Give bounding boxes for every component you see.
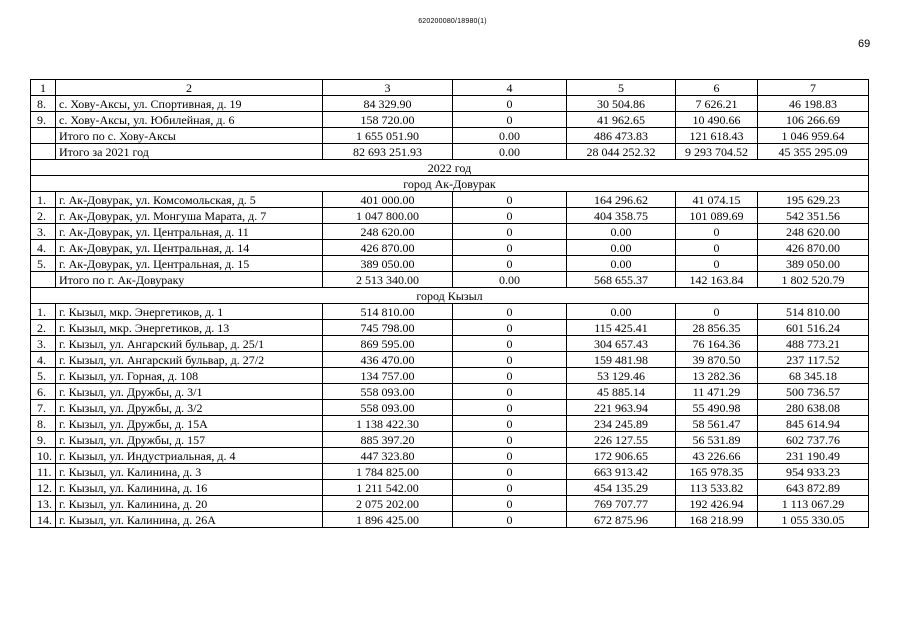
table-row <box>31 432 869 448</box>
table-cell: с. Хову-Аксы, ул. Спортивная, д. 19 <box>56 96 323 112</box>
table-cell: 1 655 051.90 <box>323 128 453 144</box>
table-cell: г. Ак-Довурак, ул. Центральная, д. 14 <box>56 240 323 256</box>
table-cell: 11 471.29 <box>676 384 758 400</box>
table-cell: 158 720.00 <box>323 112 453 128</box>
table-cell: г. Кызыл, ул. Горная, д. 108 <box>56 368 323 384</box>
table-cell: 426 870.00 <box>323 240 453 256</box>
table-cell: 1. <box>31 192 56 208</box>
table-cell: 159 481.98 <box>567 352 676 368</box>
table-cell: 602 737.76 <box>758 432 869 448</box>
table-cell: 2 075 202.00 <box>323 496 453 512</box>
table-row <box>31 320 869 336</box>
table-cell: 0 <box>453 304 567 320</box>
table-cell: 500 736.57 <box>758 384 869 400</box>
table-cell: 769 707.77 <box>567 496 676 512</box>
section-header-row <box>31 288 869 304</box>
table-cell: 2 513 340.00 <box>323 272 453 288</box>
table-cell: 82 693 251.93 <box>323 144 453 160</box>
table-cell: 885 397.20 <box>323 432 453 448</box>
table-cell: 0 <box>453 112 567 128</box>
table-row <box>31 480 869 496</box>
table-cell: 28 856.35 <box>676 320 758 336</box>
table-cell: 53 129.46 <box>567 368 676 384</box>
section-header-row <box>31 160 869 176</box>
table-cell: 0 <box>676 256 758 272</box>
table-cell: 4. <box>31 352 56 368</box>
table-row <box>31 336 869 352</box>
table-cell: 0 <box>453 464 567 480</box>
table-cell: 10. <box>31 448 56 464</box>
data-table <box>30 79 869 528</box>
section-title: город Ак-Довурак <box>31 176 869 192</box>
table-cell: 0.00 <box>567 256 676 272</box>
table-cell: 9. <box>31 112 56 128</box>
table-cell: 13 282.36 <box>676 368 758 384</box>
table-cell: 13. <box>31 496 56 512</box>
table-cell: 101 089.69 <box>676 208 758 224</box>
table-cell: г. Кызыл, мкр. Энергетиков, д. 1 <box>56 304 323 320</box>
table-cell: 1 211 542.00 <box>323 480 453 496</box>
table-cell: 11. <box>31 464 56 480</box>
table-cell: 0 <box>453 352 567 368</box>
table-cell: 12. <box>31 480 56 496</box>
table-cell: 389 050.00 <box>758 256 869 272</box>
table-row <box>31 240 869 256</box>
table-cell: 9 293 704.52 <box>676 144 758 160</box>
table-cell: 488 773.21 <box>758 336 869 352</box>
table-row <box>31 384 869 400</box>
table-cell: 10 490.66 <box>676 112 758 128</box>
table-cell: 0 <box>676 304 758 320</box>
table-row <box>31 112 869 128</box>
table-cell: 0.00 <box>453 272 567 288</box>
document-id: 620200080/18980(1) <box>418 18 487 25</box>
table-cell: г. Кызыл, ул. Калинина, д. 3 <box>56 464 323 480</box>
table-cell: 447 323.80 <box>323 448 453 464</box>
table-cell: 237 117.52 <box>758 352 869 368</box>
table-cell: 542 351.56 <box>758 208 869 224</box>
table-cell: 514 810.00 <box>758 304 869 320</box>
table-cell: 0 <box>453 384 567 400</box>
table-cell: 436 470.00 <box>323 352 453 368</box>
table-cell: 672 875.96 <box>567 512 676 528</box>
table-cell: г. Кызыл, ул. Калинина, д. 20 <box>56 496 323 512</box>
table-cell: г. Ак-Довурак, ул. Центральная, д. 15 <box>56 256 323 272</box>
section-title: город Кызыл <box>31 288 869 304</box>
table-cell: 8. <box>31 96 56 112</box>
table-cell: 43 226.66 <box>676 448 758 464</box>
table-cell: 221 963.94 <box>567 400 676 416</box>
table-cell: 30 504.86 <box>567 96 676 112</box>
table-cell: 601 516.24 <box>758 320 869 336</box>
table-cell: 1 896 425.00 <box>323 512 453 528</box>
table-cell: Итого по с. Хову-Аксы <box>56 128 323 144</box>
table-cell: 3. <box>31 224 56 240</box>
table-cell: 68 345.18 <box>758 368 869 384</box>
table-cell: 514 810.00 <box>323 304 453 320</box>
table-cell: 7 626.21 <box>676 96 758 112</box>
table-cell: 134 757.00 <box>323 368 453 384</box>
table-row <box>31 400 869 416</box>
table-cell: 0.00 <box>567 304 676 320</box>
table-row <box>31 144 869 160</box>
table-cell: 869 595.00 <box>323 336 453 352</box>
table-cell: 14. <box>31 512 56 528</box>
table-cell: 248 620.00 <box>758 224 869 240</box>
table-cell: 172 906.65 <box>567 448 676 464</box>
table-cell: 0 <box>453 432 567 448</box>
table-cell: 1 046 959.64 <box>758 128 869 144</box>
table-cell: 5. <box>31 256 56 272</box>
table-cell: 6. <box>31 384 56 400</box>
table-cell: Итого по г. Ак-Довураку <box>56 272 323 288</box>
table-cell: 45 355 295.09 <box>758 144 869 160</box>
table-cell: 454 135.29 <box>567 480 676 496</box>
table-cell: 165 978.35 <box>676 464 758 480</box>
table-row <box>31 352 869 368</box>
table-row <box>31 208 869 224</box>
table-cell: 28 044 252.32 <box>567 144 676 160</box>
table-cell: 2. <box>31 320 56 336</box>
table-cell <box>31 144 56 160</box>
table-cell: 142 163.84 <box>676 272 758 288</box>
table-cell: 55 490.98 <box>676 400 758 416</box>
table-cell: 7. <box>31 400 56 416</box>
table-cell: 0 <box>453 512 567 528</box>
table-row <box>31 272 869 288</box>
header-cell: 6 <box>676 80 758 96</box>
table-cell: 0 <box>453 496 567 512</box>
table-cell: 45 885.14 <box>567 384 676 400</box>
table-cell: 115 425.41 <box>567 320 676 336</box>
table-cell: 1 138 422.30 <box>323 416 453 432</box>
table-row <box>31 448 869 464</box>
table-cell: 46 198.83 <box>758 96 869 112</box>
table-row <box>31 304 869 320</box>
table-row <box>31 496 869 512</box>
table-cell: г. Ак-Довурак, ул. Центральная, д. 11 <box>56 224 323 240</box>
page-number: 69 <box>858 38 871 50</box>
table-cell: 39 870.50 <box>676 352 758 368</box>
table-cell: 663 913.42 <box>567 464 676 480</box>
table-cell: 954 933.23 <box>758 464 869 480</box>
table-row <box>31 192 869 208</box>
table-cell: 745 798.00 <box>323 320 453 336</box>
table-cell: 113 533.82 <box>676 480 758 496</box>
table-cell: г. Кызыл, ул. Дружбы, д. 15А <box>56 416 323 432</box>
table-cell: 304 657.43 <box>567 336 676 352</box>
table-cell: 0 <box>453 448 567 464</box>
table-cell: 0 <box>453 400 567 416</box>
table-cell: 0 <box>453 336 567 352</box>
header-cell: 4 <box>453 80 567 96</box>
table-cell: 168 218.99 <box>676 512 758 528</box>
table-cell: 845 614.94 <box>758 416 869 432</box>
table-cell: 5. <box>31 368 56 384</box>
table-cell: 41 962.65 <box>567 112 676 128</box>
table-cell: 0 <box>453 256 567 272</box>
table-cell: 1 047 800.00 <box>323 208 453 224</box>
table-cell: 121 618.43 <box>676 128 758 144</box>
table-cell: 106 266.69 <box>758 112 869 128</box>
table-cell: г. Кызыл, ул. Ангарский бульвар, д. 25/1 <box>56 336 323 352</box>
table-cell: 1 113 067.29 <box>758 496 869 512</box>
table-cell: 486 473.83 <box>567 128 676 144</box>
table-cell: 426 870.00 <box>758 240 869 256</box>
table-cell: 195 629.23 <box>758 192 869 208</box>
table-cell: г. Кызыл, ул. Индустриальная, д. 4 <box>56 448 323 464</box>
table-cell: 1 802 520.79 <box>758 272 869 288</box>
table-cell: 2. <box>31 208 56 224</box>
header-cell: 5 <box>567 80 676 96</box>
table-cell: 8. <box>31 416 56 432</box>
table-cell: 0 <box>676 224 758 240</box>
table-cell: 231 190.49 <box>758 448 869 464</box>
table-cell: г. Ак-Довурак, ул. Комсомольская, д. 5 <box>56 192 323 208</box>
table-cell <box>31 128 56 144</box>
table-cell: 1. <box>31 304 56 320</box>
table-cell: 226 127.55 <box>567 432 676 448</box>
table-cell: 280 638.08 <box>758 400 869 416</box>
table-cell: 0 <box>453 480 567 496</box>
table-row <box>31 96 869 112</box>
table-cell: 56 531.89 <box>676 432 758 448</box>
table-row <box>31 224 869 240</box>
header-cell: 2 <box>56 80 323 96</box>
table-cell: г. Кызыл, ул. Калинина, д. 26А <box>56 512 323 528</box>
table-cell: г. Ак-Довурак, ул. Монгуша Марата, д. 7 <box>56 208 323 224</box>
table-cell: 0 <box>453 224 567 240</box>
table-cell: 568 655.37 <box>567 272 676 288</box>
header-cell: 7 <box>758 80 869 96</box>
table-cell: г. Кызыл, ул. Дружбы, д. 3/2 <box>56 400 323 416</box>
table-cell: 0 <box>453 192 567 208</box>
table-cell: г. Кызыл, ул. Калинина, д. 16 <box>56 480 323 496</box>
table-cell: 389 050.00 <box>323 256 453 272</box>
table-cell: г. Кызыл, ул. Ангарский бульвар, д. 27/2 <box>56 352 323 368</box>
table-cell: 0.00 <box>453 128 567 144</box>
table-cell: 192 426.94 <box>676 496 758 512</box>
table-cell: 0 <box>453 240 567 256</box>
table-cell: 404 358.75 <box>567 208 676 224</box>
table-cell: 234 245.89 <box>567 416 676 432</box>
table-cell: 0.00 <box>567 224 676 240</box>
table-row <box>31 512 869 528</box>
table-cell: 58 561.47 <box>676 416 758 432</box>
section-title: 2022 год <box>31 160 869 176</box>
table-cell: 643 872.89 <box>758 480 869 496</box>
table-cell: г. Кызыл, мкр. Энергетиков, д. 13 <box>56 320 323 336</box>
table-row <box>31 368 869 384</box>
table-cell: г. Кызыл, ул. Дружбы, д. 157 <box>56 432 323 448</box>
table-cell: 3. <box>31 336 56 352</box>
table-cell: 401 000.00 <box>323 192 453 208</box>
section-header-row <box>31 176 869 192</box>
header-cell: 3 <box>323 80 453 96</box>
table-row <box>31 128 869 144</box>
table-cell: 0 <box>453 416 567 432</box>
table-cell: 9. <box>31 432 56 448</box>
table-cell: 0 <box>453 368 567 384</box>
table-cell: 1 055 330.05 <box>758 512 869 528</box>
table-cell: г. Кызыл, ул. Дружбы, д. 3/1 <box>56 384 323 400</box>
table-cell: 558 093.00 <box>323 400 453 416</box>
table-cell: 0.00 <box>567 240 676 256</box>
header-cell: 1 <box>31 80 56 96</box>
table-cell: 4. <box>31 240 56 256</box>
table-cell: 41 074.15 <box>676 192 758 208</box>
table-cell: 84 329.90 <box>323 96 453 112</box>
table-cell: 0 <box>453 96 567 112</box>
table-cell: 164 296.62 <box>567 192 676 208</box>
table-row <box>31 256 869 272</box>
table-cell: 1 784 825.00 <box>323 464 453 480</box>
table-cell <box>31 272 56 288</box>
table-cell: 0.00 <box>453 144 567 160</box>
table-cell: 76 164.36 <box>676 336 758 352</box>
table-cell: 248 620.00 <box>323 224 453 240</box>
table-cell: 0 <box>676 240 758 256</box>
table-cell: с. Хову-Аксы, ул. Юбилейная, д. 6 <box>56 112 323 128</box>
table-cell: Итого за 2021 год <box>56 144 323 160</box>
header-row <box>31 80 869 96</box>
table-cell: 558 093.00 <box>323 384 453 400</box>
table-row <box>31 416 869 432</box>
table-cell: 0 <box>453 320 567 336</box>
table-cell: 0 <box>453 208 567 224</box>
table-row <box>31 464 869 480</box>
